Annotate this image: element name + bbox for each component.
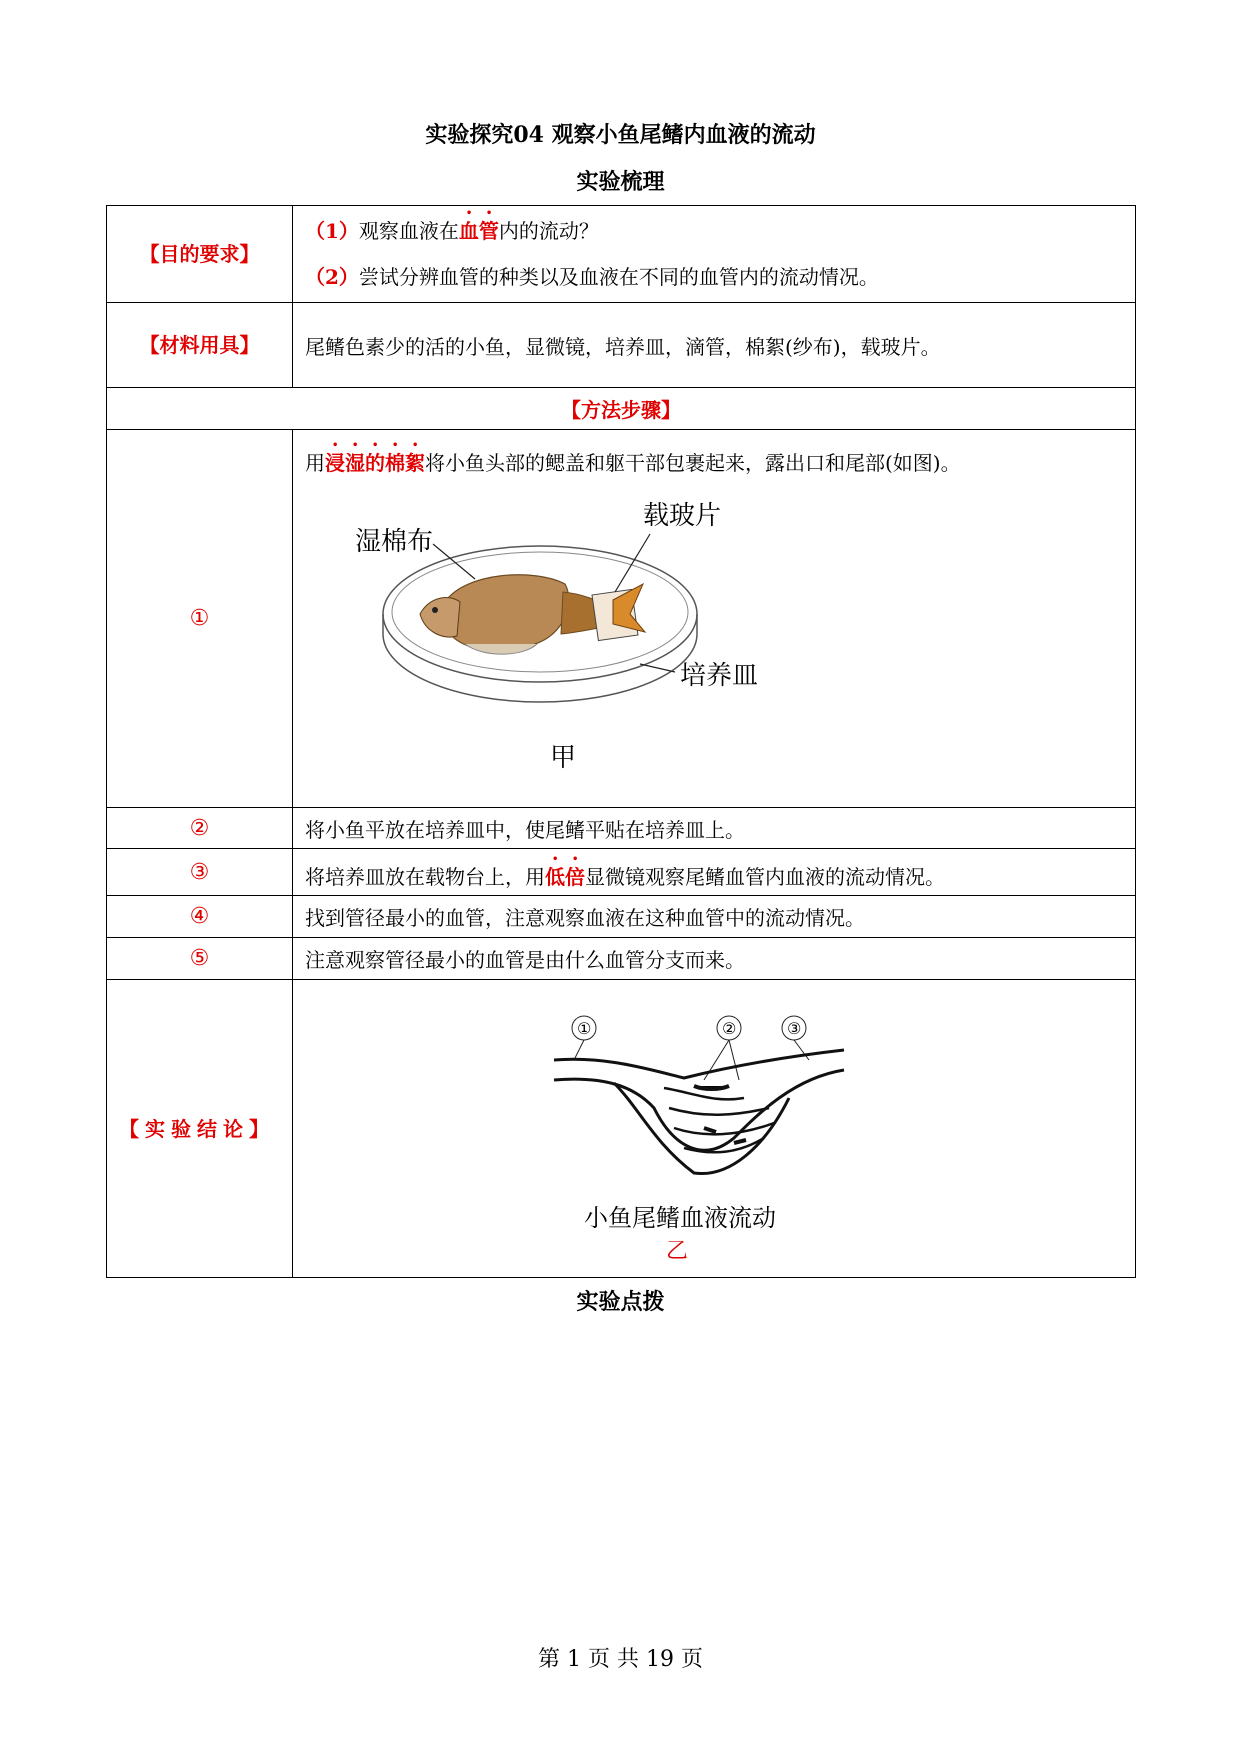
step-2-row: [107, 808, 1136, 849]
conclusion-row: [107, 980, 1136, 1278]
purpose-row: [107, 206, 1136, 303]
conclusion-content: [293, 980, 1136, 1278]
tips-title: 实验点拨: [576, 1289, 665, 1315]
step-2-number: ②: [107, 808, 293, 849]
step-4-row: [107, 896, 1136, 938]
step-3-text: 将培养皿放在载物台上，用低倍显微镜观察尾鳍血管内血液的流动情况。: [293, 849, 1136, 896]
step-4-text: 找到管径最小的血管，注意观察血液在这种血管中的流动情况。: [293, 896, 1136, 938]
step-5-number: ⑤: [107, 938, 293, 980]
purpose-line-1: （1）观察血液在血管内的流动？: [305, 219, 599, 243]
emphasis-low-power: 低倍: [545, 865, 585, 889]
label-slide: 载玻片: [643, 501, 722, 531]
step-1-content: [293, 430, 1136, 808]
materials-row: [107, 303, 1136, 388]
conclusion-label: 【实验结论】: [107, 980, 293, 1278]
figure-caption-yi: 乙: [666, 1238, 689, 1264]
marker-1: ①: [577, 1018, 592, 1038]
purpose-label: 【目的要求】: [107, 206, 293, 303]
method-header: 【方法步骤】: [107, 388, 1136, 430]
method-header-row: [107, 388, 1136, 430]
figure-caption-blood-flow: 小鱼尾鳍血液流动: [584, 1203, 776, 1232]
label-petri-dish: 培养皿: [680, 661, 759, 691]
step-5-text: 注意观察管径最小的血管是由什么血管分支而来。: [293, 938, 1136, 980]
step-1-text: 用浸湿的棉絮将小鱼头部的鳃盖和躯干部包裹起来，露出口和尾部(如图)。: [305, 451, 961, 475]
fish-in-dish-figure: [325, 484, 845, 784]
page-footer: 第 1 页 共 19 页: [538, 1647, 703, 1672]
purpose-line-2: （2）尝试分辨血管的种类以及血液在不同的血管内的流动情况。: [305, 265, 879, 289]
experiment-table: [106, 205, 1136, 1278]
purpose-content: [293, 206, 1136, 303]
step-3-number: ③: [107, 849, 293, 896]
materials-label: 【材料用具】: [107, 303, 293, 388]
emphasis-blood-vessel: 血管: [458, 219, 499, 243]
materials-content: 尾鳍色素少的活的小鱼，显微镜，培养皿，滴管，棉絮(纱布)，载玻片。: [293, 303, 1136, 388]
section-title: 实验梳理: [576, 169, 665, 195]
step-3-row: [107, 849, 1136, 896]
page-title: 实验探究04 观察小鱼尾鳍内血液的流动: [425, 122, 816, 148]
step-1-row: [107, 430, 1136, 808]
step-2-text: 将小鱼平放在培养皿中，使尾鳍平贴在培养皿上。: [293, 808, 1136, 849]
emphasis-wet-cotton: 浸湿的棉絮: [325, 451, 425, 475]
marker-3: ③: [787, 1018, 802, 1038]
marker-2: ②: [722, 1018, 737, 1038]
blood-flow-figure: [544, 998, 884, 1268]
step-1-number: ①: [107, 430, 293, 808]
label-wet-cloth: 湿棉布: [355, 527, 434, 557]
step-5-row: [107, 938, 1136, 980]
step-4-number: ④: [107, 896, 293, 938]
figure-caption-jia: 甲: [550, 743, 577, 773]
